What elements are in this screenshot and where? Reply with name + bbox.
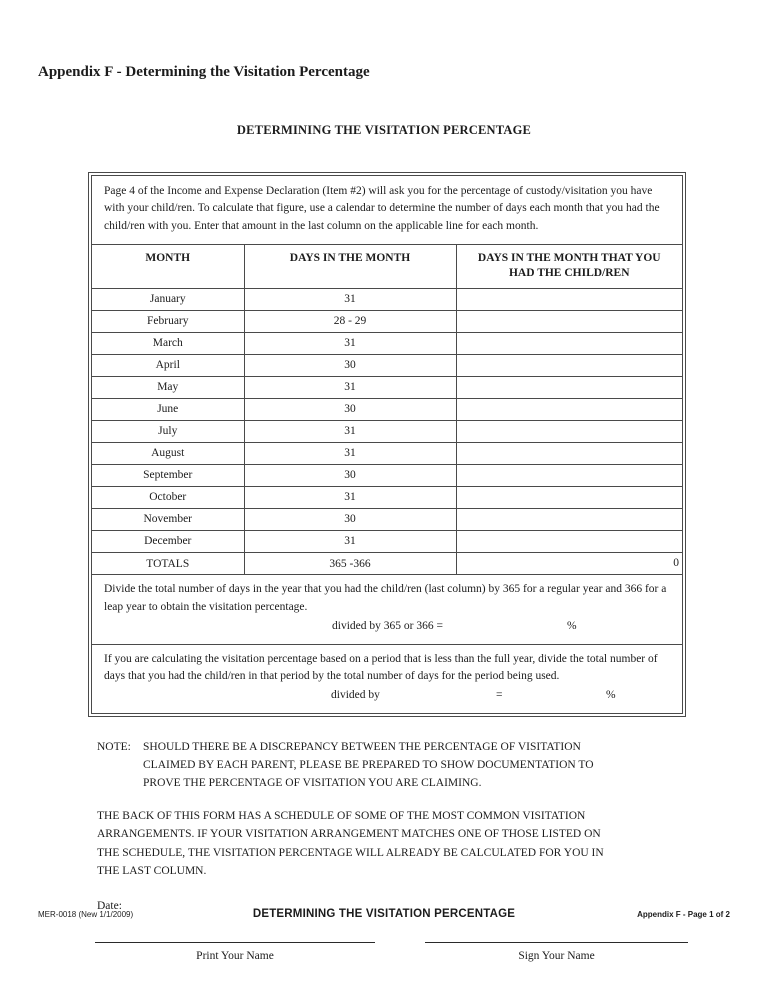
days-cell: 31 [244,332,456,354]
table-row [92,508,682,530]
col-header-month: MONTH [92,244,244,288]
days-with-child-cell [456,332,682,354]
partial-year-formula-line [104,687,670,704]
days-with-child-cell [456,288,682,310]
days-cell: 30 [244,464,456,486]
days-cell: 30 [244,354,456,376]
note-block [97,739,617,792]
days-cell: 31 [244,376,456,398]
totals-label-cell: TOTALS [92,552,244,574]
form-number: MER-0018 (New 1/1/2009) [38,909,134,919]
full-year-formula-line [104,618,670,635]
full-year-percent-sign: % [567,619,577,632]
partial-year-equals-sign: = [496,689,503,702]
note-text: SHOULD THERE BE A DISCREPANCY BETWEEN THE PERCENTAGE OF VISITATION CLAIMED BY EACH PARENT, PLEASE BE PREPARED TO SHOW DOCUMENTATION TO PROVE THE PERCENTAGE OF VISITATION YOU ARE CLAIMING. [143,741,594,789]
visitation-table [92,244,682,575]
main-form-box-inner [91,175,683,714]
sign-name-signature-block [425,942,688,962]
table-header-row [92,244,682,288]
days-with-child-cell [456,486,682,508]
partial-year-section [92,644,682,714]
month-cell: May [92,376,244,398]
table-row [92,376,682,398]
days-cell: 31 [244,442,456,464]
month-cell: December [92,530,244,552]
main-form-box [88,172,686,717]
signature-row [95,942,768,962]
table-row [92,530,682,552]
print-name-signature-block [95,942,375,962]
totals-days-with-child-cell: 0 [456,552,682,574]
print-name-line [95,942,375,943]
totals-row [92,552,682,574]
note-label: NOTE: [97,741,131,754]
month-cell: October [92,486,244,508]
col-header-days-with-child: DAYS IN THE MONTH THAT YOU HAD THE CHILD/REN [456,244,682,288]
table-row [92,288,682,310]
table-row [92,464,682,486]
print-name-label: Print Your Name [196,950,274,963]
days-cell: 30 [244,398,456,420]
days-with-child-cell [456,508,682,530]
totals-days-cell: 365 -366 [244,552,456,574]
table-row [92,398,682,420]
days-with-child-cell [456,442,682,464]
partial-year-divided-by: divided by [331,689,380,702]
days-with-child-cell [456,530,682,552]
days-with-child-cell [456,354,682,376]
partial-year-percent-sign: % [606,689,616,702]
full-year-section [92,574,682,644]
days-cell: 28 - 29 [244,310,456,332]
days-cell: 31 [244,530,456,552]
days-with-child-cell [456,310,682,332]
footer-title: DETERMINING THE VISITATION PERCENTAGE [252,908,516,920]
page-heading: Appendix F - Determining the Visitation Percentage [38,64,370,80]
back-of-form-paragraph: THE BACK OF THIS FORM HAS A SCHEDULE OF SOME OF THE MOST COMMON VISITATION ARRANGEMENTS. IF YOUR VISITATION ARRANGEMENT MATCHES ONE OF THOSE LISTED ON THE SCHEDULE, THE VISITATION PERCENTAGE WILL ALREADY BE CALCULATED FOR YOU IN THE LAST COLUMN. [97,809,604,877]
month-cell: August [92,442,244,464]
month-cell: July [92,420,244,442]
table-row [92,354,682,376]
month-cell: March [92,332,244,354]
document-title: DETERMINING THE VISITATION PERCENTAGE [236,123,532,137]
month-cell: February [92,310,244,332]
days-cell: 30 [244,508,456,530]
full-year-text: Divide the total number of days in the year that you had the child/ren (last column) by 365 for a regular year and 366 for a leap year to obtain the visitation percentage. [104,583,667,613]
partial-year-text: If you are calculating the visitation percentage based on a period that is less than the full year, divide the total number of days that you had the child/ren in that period by the total number of days for the period being used. [104,652,658,683]
days-cell: 31 [244,420,456,442]
month-cell: June [92,398,244,420]
month-cell: November [92,508,244,530]
sign-name-line [425,942,688,943]
sign-name-label: Sign Your Name [518,950,595,963]
full-year-formula: divided by 365 or 366 = [332,619,443,632]
table-row [92,310,682,332]
month-cell: September [92,464,244,486]
month-cell: April [92,354,244,376]
days-with-child-cell [456,376,682,398]
days-cell: 31 [244,486,456,508]
intro-paragraph: Page 4 of the Income and Expense Declaration (Item #2) will ask you for the percentage of custody/visitation you have with your child/ren. To calculate that figure, use a calendar to determine the number of days each month that you had the child/ren with you. Enter that amount in the last column on the applicable line for each month. [104,185,660,232]
date-label: Date: [97,900,122,913]
footer-page-indicator: Appendix F - Page 1 of 2 [637,909,730,919]
days-with-child-cell [456,398,682,420]
table-row [92,486,682,508]
days-with-child-cell [456,464,682,486]
col-header-days: DAYS IN THE MONTH [244,244,456,288]
month-cell: January [92,288,244,310]
table-row [92,332,682,354]
table-row [92,442,682,464]
page-footer [38,908,730,920]
days-with-child-cell [456,420,682,442]
days-cell: 31 [244,288,456,310]
table-row [92,420,682,442]
